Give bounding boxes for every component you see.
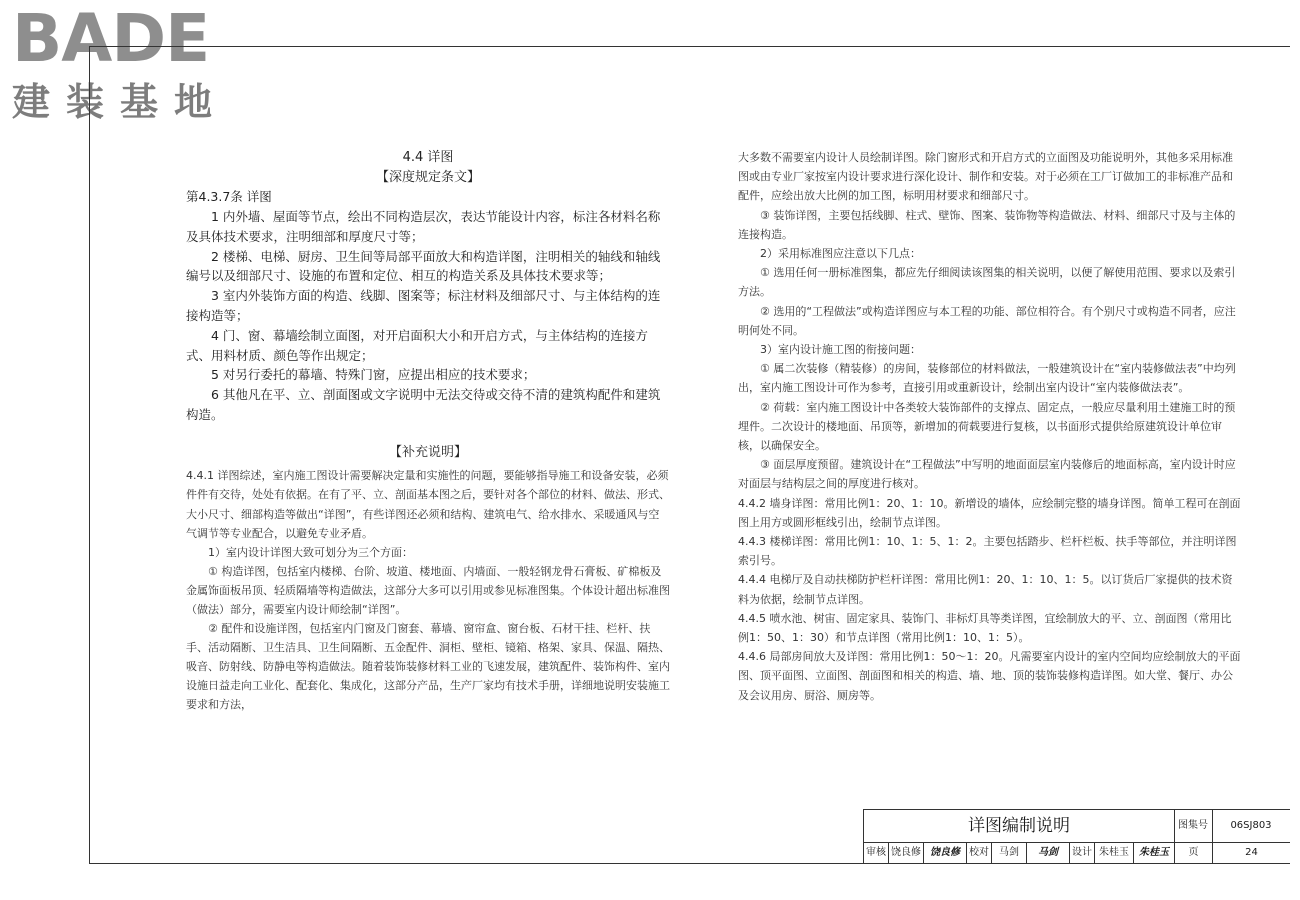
body-paragraph: 4.4.2 墙身详图：常用比例1：20、1：10。新增设的墙体，应绘制完整的墙身详图。简单工程可在剖面图上用方或圆形框线引出，绘制节点详图。 xyxy=(738,496,1241,529)
body-paragraph: 大多数不需要室内设计人员绘制详图。除门窗形式和开启方式的立面图及功能说明外，其他多采用标准图或由专业厂家按室内设计要求进行深化设计、制作和安装。对于必须在工厂订做加工的非标准产品和配件，应绘出放大比例的加工图，标明用材要求和细部尺寸。 xyxy=(738,151,1233,203)
clause-item: 2 楼梯、电梯、厨房、卫生间等局部平面放大和构造详图，注明相关的轴线和轴线编号以及细部尺寸、设施的布置和定位、相互的构造关系及具体技术要求等； xyxy=(186,248,661,284)
drawing-title: 详图编制说明 xyxy=(864,810,1175,842)
section-title: 4.4 详图 xyxy=(402,150,454,165)
supplement-paragraph: ② 配件和设施详图，包括室内门窗及门窗套、幕墙、窗帘盒、窗台板、石材干挂、栏杆、扶手、活动隔断、卫生洁具、卫生间隔断、五金配件、洞柜、壁柜、镜箱、格架、家具、保温、隔热、吸音、防射线、防静电等构造做法。随着装饰装修材料工业的飞速发展，建筑配件、装饰构件、室内设施日益走向工业化、配套化、集成化，这部分产品，生产厂家均有技术手册，详细地说明安装施工要求和方法， xyxy=(186,622,670,712)
page-number: 24 xyxy=(1245,847,1258,858)
clause-title: 第4.3.7条 详图 xyxy=(186,189,272,205)
logo-subtitle: 建装基地 xyxy=(12,80,229,124)
clause-item: 3 室内外装饰方面的构造、线脚、图案等；标注材料及细部尺寸、与主体结构的连接构造等； xyxy=(186,288,661,323)
supplement-paragraph: ① 构造详图，包括室内楼梯、台阶、坡道、楼地面、内墙面、一般轻钢龙骨石膏板、矿棉板及金属饰面板吊顶、轻质隔墙等构造做法，这部分大多可以引用或参见标准图集。个体设计超出标准图（做法）部分，需要室内设计师绘制“详图”。 xyxy=(186,564,670,616)
atlas-number: 06SJ803 xyxy=(1230,820,1272,831)
page-label: 页 xyxy=(1175,843,1213,863)
reviewer-name: 饶良修 xyxy=(889,843,924,863)
body-paragraph: ② 选用的“工程做法”或构造详图应与本工程的功能、部位相符合。有个别尺寸或构造不同者，应注明何处不同。 xyxy=(738,304,1236,337)
clause-item: 5 对另行委托的幕墙、特殊门窗，应提出相应的技术要求； xyxy=(211,367,536,383)
body-paragraph: ① 选用任何一册标准图集，都应先仔细阅读该图集的相关说明，以便了解使用范围、要求以及索引方法。 xyxy=(738,266,1236,299)
designer-name: 朱桂玉 xyxy=(1095,843,1134,863)
logo-brand: BADE xyxy=(12,0,210,77)
supplement-paragraph: 4.4.1 详图综述，室内施工图设计需要解决定量和实施性的问题，要能够指导施工和设备安装，必须件件有交待，处处有依据。在有了平、立、剖面基本图之后，要针对各个部位的材料、做法、形式、大小尺寸、细部构造等做出“详图”，有些详图还必须和结构、建筑电气、给水排水、采暖通风与空气调节等专业配合，以避免专业矛盾。 xyxy=(186,469,670,540)
checker-signature: 马剑 xyxy=(1027,843,1070,863)
clause-item: 1 内外墙、屋面等节点，绘出不同构造层次，表达节能设计内容，标注各材料名称及具体技术要求，注明细部和厚度尺寸等； xyxy=(186,208,661,244)
design-label: 设计 xyxy=(1070,843,1095,863)
clause-item: 4 门、窗、幕墙绘制立面图，对开启面积大小和开启方式，与主体结构的连接方式、用料材质、颜色等作出规定； xyxy=(186,327,648,363)
clause-item: 6 其他凡在平、立、剖面图或文字说明中无法交待或交待不清的建筑构配件和建筑构造。 xyxy=(186,387,661,422)
supplement-paragraph: 1）室内设计详图大致可划分为三个方面： xyxy=(208,545,413,559)
reviewer-signature: 饶良修 xyxy=(924,843,967,863)
body-paragraph: 3）室内设计施工图的衔接问题： xyxy=(760,343,921,357)
body-paragraph: 2）采用标准图应注意以下几点： xyxy=(760,247,921,261)
body-paragraph: 4.4.3 楼梯详图：常用比例1：10、1：5、1：2。主要包括踏步、栏杆栏板、扶手等部位，并注明详图索引号。 xyxy=(738,535,1237,568)
body-paragraph: 4.4.6 局部房间放大及详图：常用比例1：50～1：20。凡需要室内设计的室内空间均应绘制放大的平面图、顶平面图、立面图、剖面图和相关的构造、墙、地、顶的装饰装修构造详图。如大堂、餐厅、办公及会议用房、厨浴、厕房等。 xyxy=(738,650,1241,702)
right-column xyxy=(738,148,1242,705)
body-paragraph: ③ 装饰详图，主要包括线脚、柱式、壁饰、图案、装饰物等构造做法、材料、细部尺寸及与主体的连接构造。 xyxy=(738,208,1236,241)
body-paragraph: 4.4.5 喷水池、树宙、固定家具、装饰门、非标灯具等类详图，宜绘制放大的平、立、剖面图（常用比例1：50、1：30）和节点详图（常用比例1：10、1：5）。 xyxy=(738,611,1232,645)
left-column xyxy=(186,148,670,715)
checker-name: 马剑 xyxy=(992,843,1027,863)
body-paragraph: 4.4.4 电梯厅及自动扶梯防护栏杆详图：常用比例1：20、1：10、1：5。以订货后厂家提供的技术资料为依据，绘制节点详图。 xyxy=(738,573,1233,606)
depth-header: 【深度规定条文】 xyxy=(375,169,480,185)
atlas-label: 图集号 xyxy=(1174,810,1213,842)
check-label: 校对 xyxy=(967,843,992,863)
body-paragraph: ③ 面层厚度预留。建筑设计在“工程做法”中写明的地面面层室内装修后的地面标高，室内设计时应对面层与结构层之间的厚度进行核对。 xyxy=(738,458,1236,491)
body-paragraph: ① 属二次装修（精装修）的房间，装修部位的材料做法，一般建筑设计在“室内装修做法表”中均列出，室内施工图设计可作为参考，直接引用或重新设计，绘制出室内设计“室内装修做法表”。 xyxy=(738,362,1236,395)
title-block xyxy=(863,809,1290,864)
designer-signature: 朱桂玉 xyxy=(1134,843,1175,863)
body-paragraph: ② 荷载：室内施工图设计中各类较大装饰部件的支撑点、固定点，一般应尽量利用土建施工时的预埋件。二次设计的楼地面、吊顶等，新增加的荷载要进行复核，以书面形式提供给原建筑设计单位审核，以确保安全。 xyxy=(738,400,1236,453)
supplement-header: 【补充说明】 xyxy=(388,444,467,460)
review-label: 审核 xyxy=(864,843,889,863)
